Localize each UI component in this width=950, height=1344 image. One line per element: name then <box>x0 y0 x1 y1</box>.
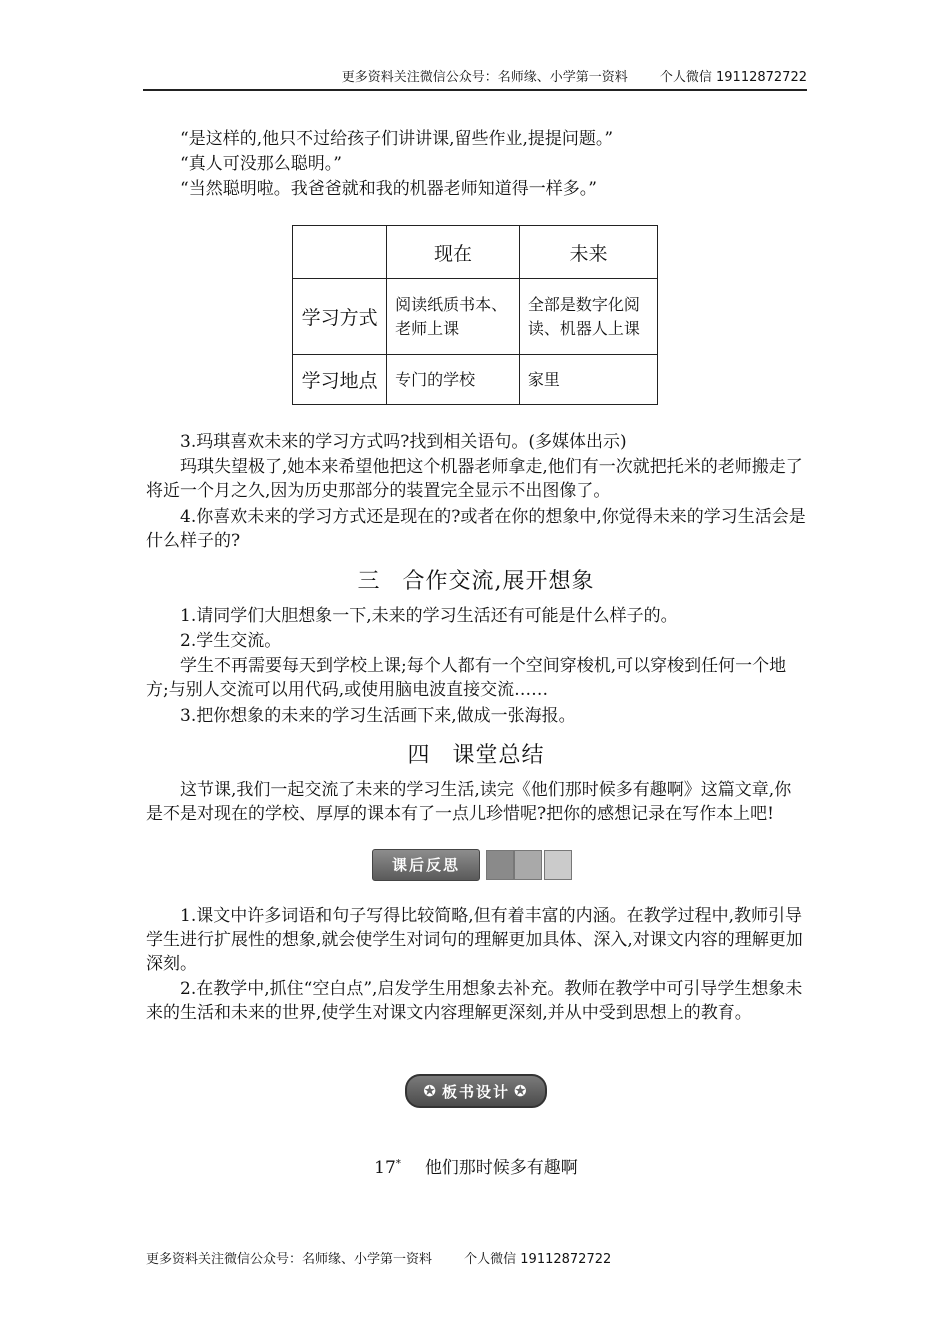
banner-square <box>514 850 542 880</box>
table-header-cell: 未来 <box>519 226 657 279</box>
lesson-name: 他们那时候多有趣啊 <box>424 1158 578 1178</box>
row-label: 学习方式 <box>293 279 387 355</box>
lesson-mark: * <box>395 1158 401 1170</box>
board-design-banner <box>405 1074 547 1108</box>
table-row <box>293 355 658 405</box>
table-header-cell <box>293 226 387 279</box>
star-icon: ✪ <box>514 1082 529 1100</box>
header-source: 更多资料关注微信公众号：名师缘、小学第一资料 <box>341 70 628 85</box>
paragraph: 1.请同学们大胆想象一下,未来的学习生活还有可能是什么样子的。 <box>180 606 678 626</box>
comparison-table <box>292 225 658 405</box>
cell-future: 全部是数字化阅读、机器人上课 <box>519 279 657 355</box>
footer-contact: 个人微信 19112872722 <box>464 1252 612 1267</box>
banner-label: 板书设计 <box>441 1082 510 1101</box>
section-heading-4 <box>146 738 806 769</box>
page-footer <box>146 1248 611 1267</box>
section-heading-3 <box>146 564 806 595</box>
table-row <box>293 279 658 355</box>
paragraph: 3.把你想象的未来的学习生活画下来,做成一张海报。 <box>180 706 576 726</box>
paragraph: 2.学生交流。 <box>180 631 282 651</box>
section-title: 合作交流,展开想象 <box>402 569 595 594</box>
banner-square <box>486 850 514 880</box>
paragraph: 2.在教学中,抓住“空白点”,启发学生用想象去补充。教师在教学中可引导学生想象未来的生活和未来的世界,使学生对课文内容理解更深刻,并从中受到思想上的教育。 <box>146 979 803 1023</box>
lesson-title <box>146 1153 806 1178</box>
star-icon: ✪ <box>423 1082 438 1100</box>
cell-now: 阅读纸质书本、老师上课 <box>387 279 520 355</box>
section-number: 三 <box>357 569 381 594</box>
footer-source: 更多资料关注微信公众号：名师缘、小学第一资料 <box>146 1252 433 1267</box>
banner-square <box>544 850 572 880</box>
paragraph: 这节课,我们一起交流了未来的学习生活,读完《他们那时候多有趣啊》这篇文章,你是不是对现在的学校、厚厚的课本有了一点儿珍惜呢?把你的感想记录在写作本上吧! <box>146 780 792 824</box>
cell-now: 专门的学校 <box>387 355 520 405</box>
row-label: 学习地点 <box>293 355 387 405</box>
quote-line: “当然聪明啦。我爸爸就和我的机器老师知道得一样多。” <box>180 179 597 199</box>
paragraph: 3.玛琪喜欢未来的学习方式吗?找到相关语句。(多媒体出示) <box>180 432 627 452</box>
banner-label: 课后反思 <box>372 849 480 881</box>
quote-line: “是这样的,他只不过给孩子们讲讲课,留些作业,提提问题。” <box>180 129 614 149</box>
header-contact: 个人微信 19112872722 <box>659 70 807 85</box>
lesson-number: 17 <box>374 1158 396 1178</box>
paragraph: 1.课文中许多词语和句子写得比较简略,但有着丰富的内涵。在教学过程中,教师引导学生进行扩展性的想象,就会使学生对词句的理解更加具体、深入,对课文内容的理解更加深刻。 <box>146 906 803 974</box>
table-header-cell: 现在 <box>387 226 520 279</box>
section-number: 四 <box>407 743 431 768</box>
quote-line: “真人可没那么聪明。” <box>180 154 342 174</box>
page-header <box>143 66 807 91</box>
paragraph: 4.你喜欢未来的学习方式还是现在的?或者在你的想象中,你觉得未来的学习生活会是什么样子的? <box>146 507 806 551</box>
cell-future: 家里 <box>519 355 657 405</box>
paragraph: 玛琪失望极了,她本来希望他把这个机器老师拿走,他们有一次就把托米的老师搬走了将近一个月之久,因为历史那部分的装置完全显示不出图像了。 <box>146 457 803 501</box>
section-title: 课堂总结 <box>452 743 545 768</box>
paragraph: 学生不再需要每天到学校上课;每个人都有一个空间穿梭机,可以穿梭到任何一个地方;与别人交流可以用代码,或使用脑电波直接交流…… <box>146 656 787 700</box>
table-header-row <box>293 226 658 279</box>
